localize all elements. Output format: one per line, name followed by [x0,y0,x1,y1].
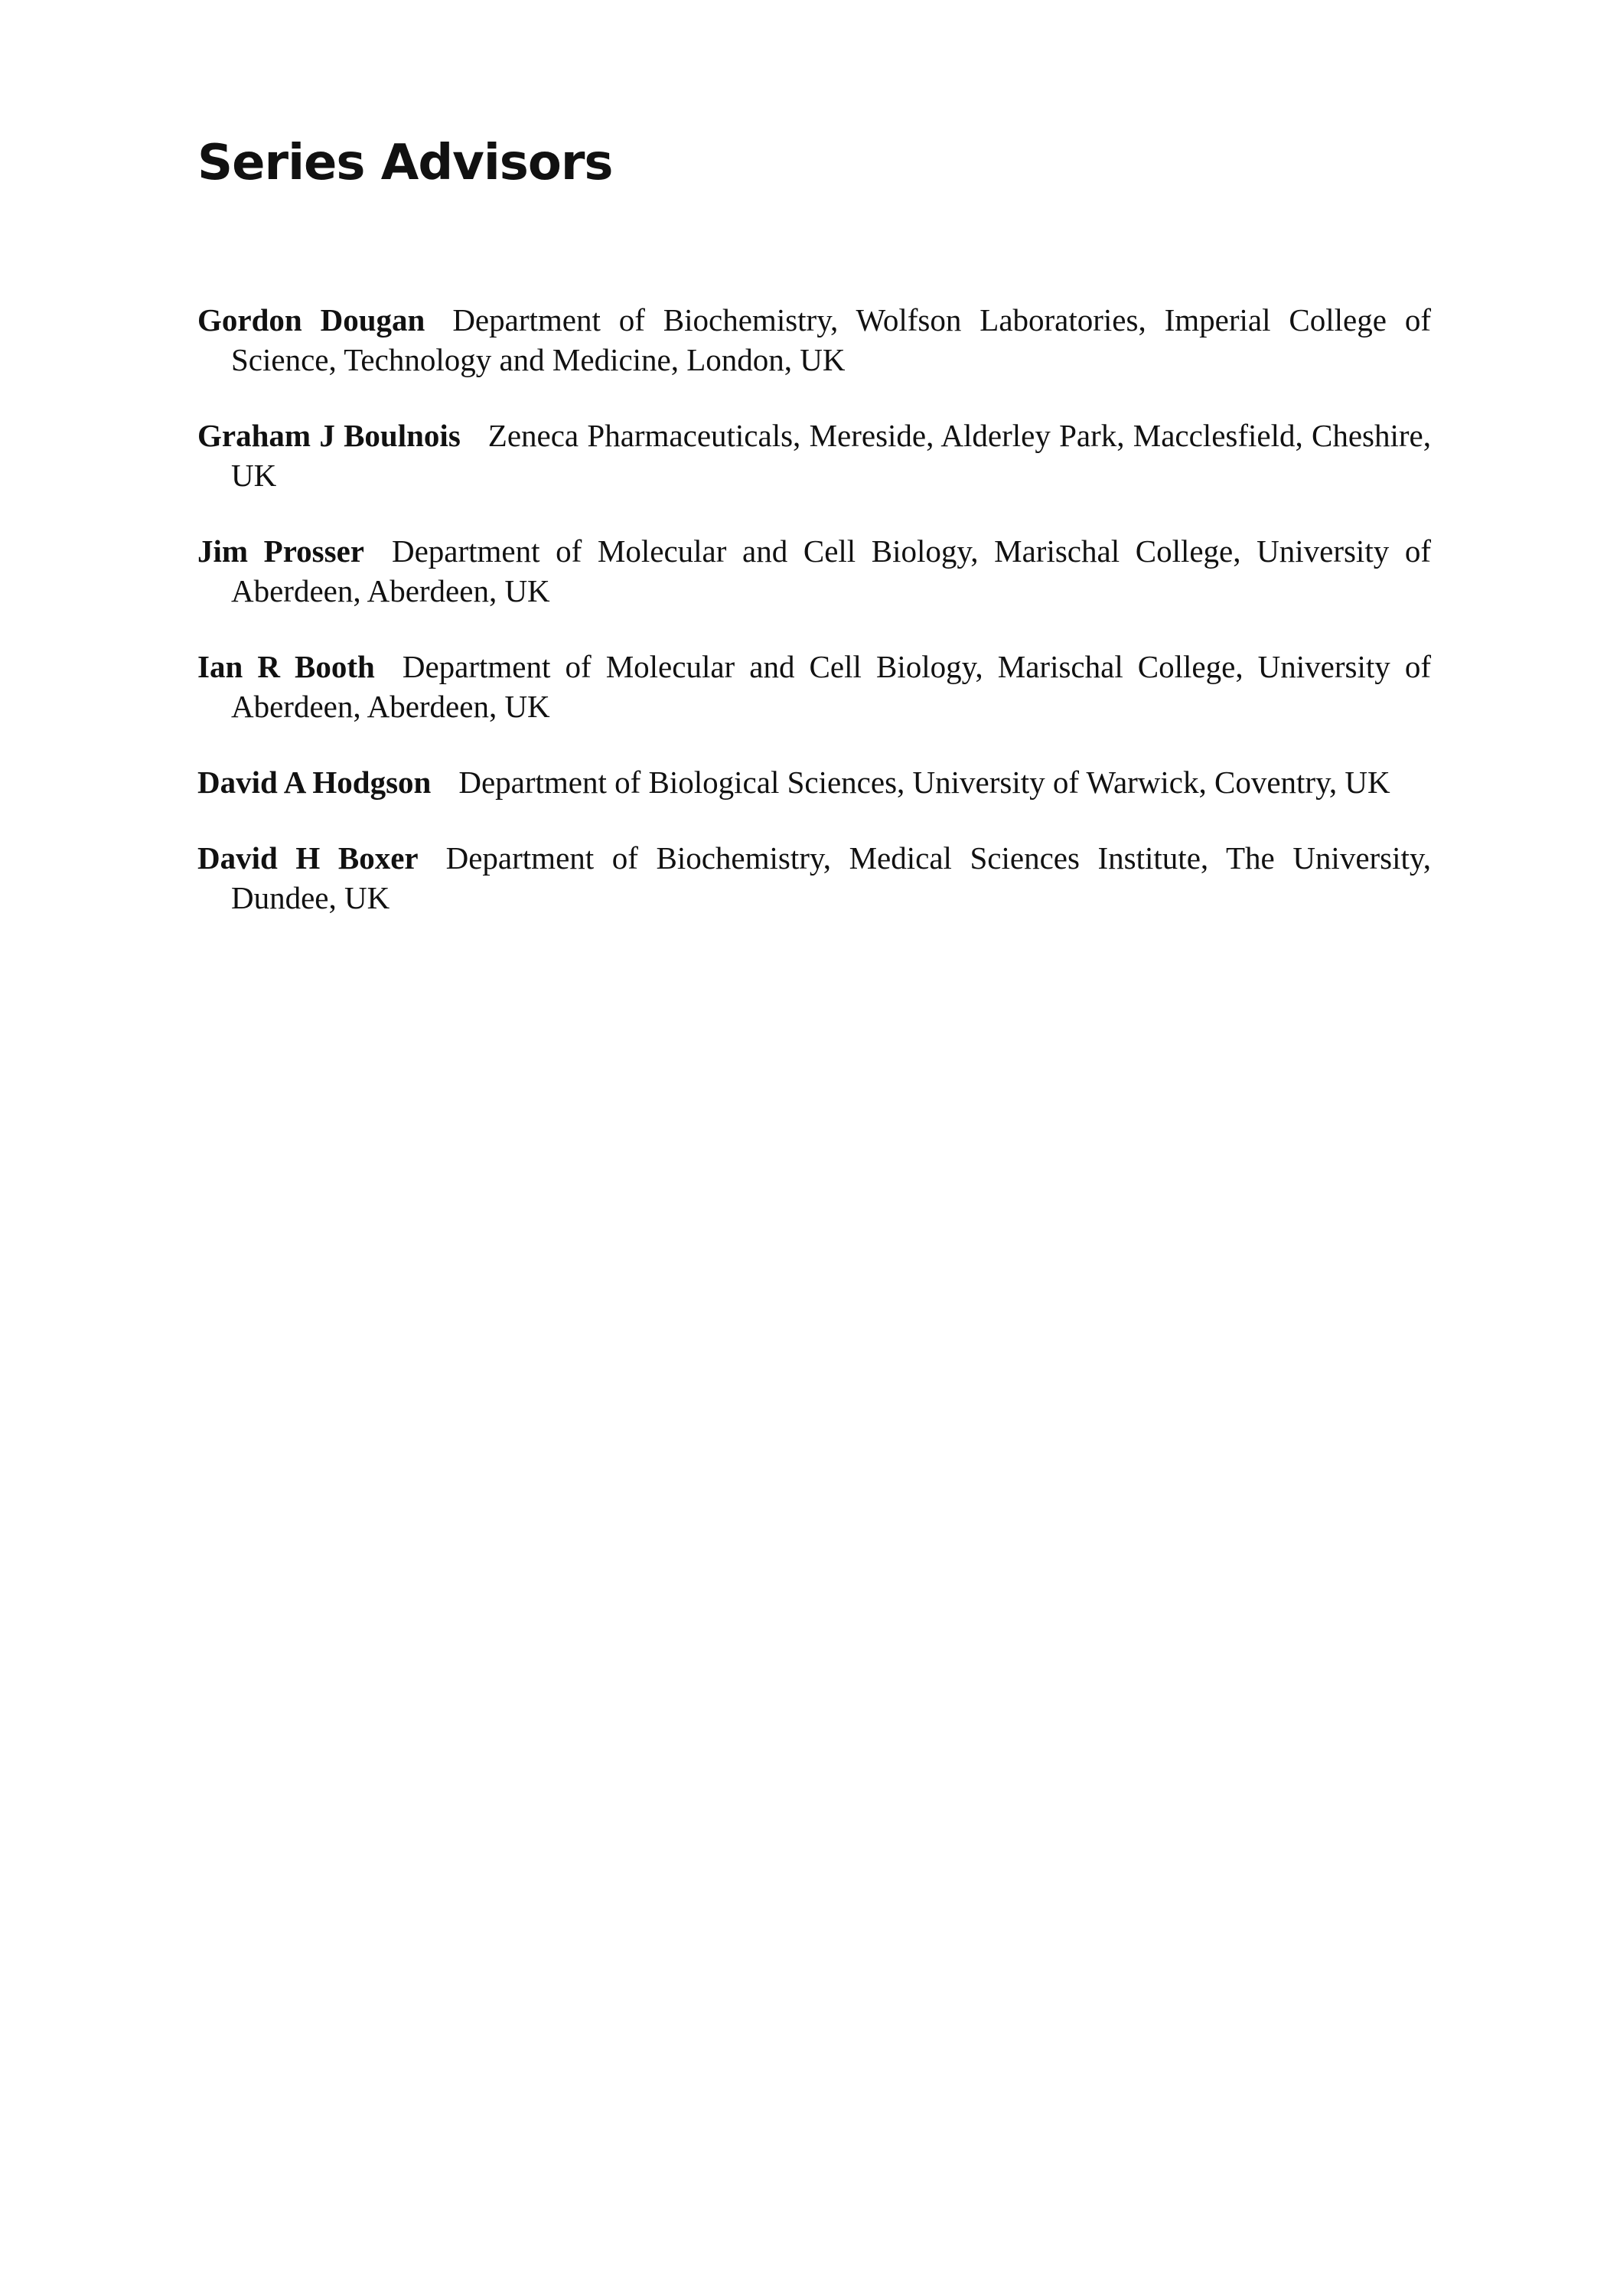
advisor-affiliation: Department of Biochemistry, Wolfson Laboratories, Imperial College of Science, Technology and Medicine, London, UK [231,302,1431,377]
advisor-affiliation: Zeneca Pharmaceuticals, Mereside, Alderley Park, Macclesfield, Cheshire, UK [231,418,1431,493]
advisor-affiliation: Department of Molecular and Cell Biology, Marischal College, University of Aberdeen, Aberdeen, UK [231,649,1431,724]
advisor-affiliation: Department of Molecular and Cell Biology, Marischal College, University of Aberdeen, Aberdeen, UK [231,533,1431,608]
advisor-entry [197,416,1431,495]
page-title: Series Advisors [197,135,613,191]
advisor-name: David H Boxer [197,840,419,876]
advisor-name: Jim Prosser [197,533,364,569]
advisor-affiliation: Department of Biological Sciences, University of Warwick, Coventry, UK [458,765,1390,800]
advisor-name: Ian R Booth [197,649,375,684]
advisor-name: Gordon Dougan [197,302,425,338]
advisor-entry [197,531,1431,611]
advisor-name: Graham J Boulnois [197,418,461,453]
advisor-affiliation: Department of Biochemistry, Medical Sciences Institute, The University, Dundee, UK [231,840,1431,915]
advisor-list [197,300,1431,954]
advisor-entry [197,300,1431,380]
advisor-entry [197,762,1431,802]
advisor-entry [197,647,1431,726]
advisor-entry [197,838,1431,918]
advisor-name: David A Hodgson [197,765,432,800]
